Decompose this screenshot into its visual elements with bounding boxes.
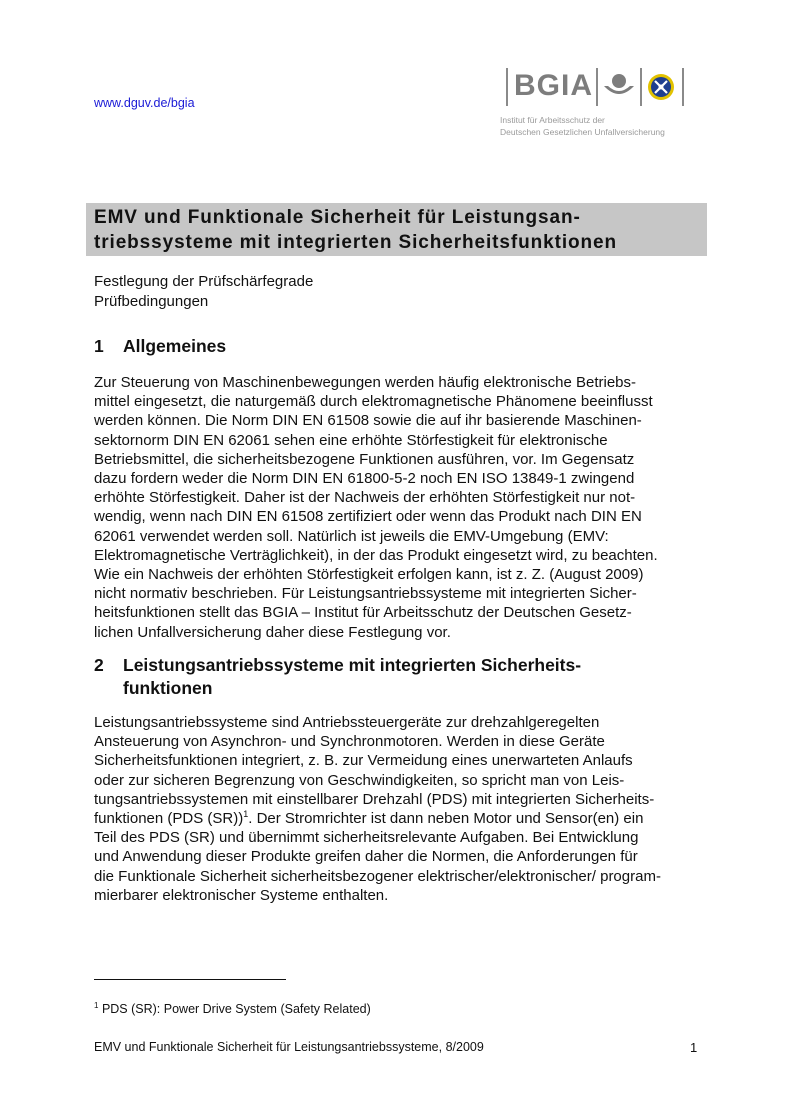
footnote-reference[interactable]: 1: [243, 809, 249, 820]
website-link[interactable]: www.dguv.de/bgia: [94, 96, 195, 110]
paragraph-line: Elektromagnetische Verträglichkeit), in der das Produkt eingesetzt wird, zu beachten.: [94, 546, 658, 564]
paragraph-line: die Funktionale Sicherheit sicherheitsbezogener elektrischer/elektronischer/ program-: [94, 867, 661, 885]
paragraph-line: lichen Unfallversicherung daher diese Festlegung vor.: [94, 623, 451, 641]
logo-subtitle: [500, 114, 665, 138]
footnote: [94, 1002, 371, 1016]
document-subtitle: [94, 272, 313, 311]
title-line: triebssysteme mit integrierten Sicherheitsfunktionen: [94, 232, 617, 253]
section-title: [123, 654, 581, 700]
title-line: EMV und Funktionale Sicherheit für Leistungsan-: [94, 207, 581, 228]
paragraph-line: Zur Steuerung von Maschinenbewegungen werden häufig elektronische Betriebs-: [94, 374, 636, 391]
paragraph-line: mittel eingesetzt, die naturgemäß durch elektromagnetische Phänomene beeinflusst: [94, 393, 653, 411]
subtitle-line: Prüfbedingungen: [94, 292, 209, 310]
section-title: Allgemeines: [123, 336, 227, 356]
paragraph-line: dazu fordern weder die Norm DIN EN 61800-5-2 noch EN ISO 13849-1 zwingend: [94, 470, 635, 488]
section-2-paragraph: [94, 713, 661, 905]
footnote-text: PDS (SR): Power Drive System (Safety Related): [101, 1002, 371, 1016]
logo-divider: [682, 68, 684, 106]
logo-subtitle-line: Institut für Arbeitsschutz der: [500, 115, 605, 125]
paragraph-line: sektornorm DIN EN 62061 sehen eine erhöhte Störfestigkeit für elektronische: [94, 431, 608, 449]
footnote-number: 1: [94, 1001, 99, 1010]
paragraph-line: oder zur sicheren Begrenzung von Geschwindigkeiten, so spricht man von Leis-: [94, 771, 625, 789]
paragraph-text: . Der Stromrichter ist dann neben Motor und Sensor(en) ein: [248, 810, 644, 828]
paragraph-line: heitsfunktionen stellt das BGIA – Institut für Arbeitsschutz der Deutschen Gesetz-: [94, 604, 632, 622]
paragraph-line: mierbarer elektronischer Systeme enthalten.: [94, 886, 389, 904]
footnote-separator: [94, 979, 286, 980]
section-number: 2: [94, 655, 104, 675]
bgia-logo: [500, 66, 700, 146]
paragraph-line: 62061 verwendet werden soll. Natürlich ist jeweils die EMV-Umgebung (EMV:: [94, 527, 609, 545]
paragraph-line: Wie ein Nachweis der erhöhten Störfestigkeit erfolgen kann, ist z. Z. (August 2009): [94, 566, 644, 584]
paragraph-text: funktionen (PDS (SR)): [94, 810, 244, 828]
paragraph-line: erhöhte Störfestigkeit. Daher ist der Nachweis der erhöhten Störfestigkeit nur not-: [94, 489, 636, 507]
subtitle-line: Festlegung der Prüfschärfegrade: [94, 273, 314, 290]
logo-subtitle-line: Deutschen Gesetzlichen Unfallversicherung: [500, 127, 665, 137]
page-footer: EMV und Funktionale Sicherheit für Leistungsantriebssysteme, 8/2009: [94, 1040, 484, 1054]
page-number: 1: [690, 1040, 698, 1055]
section-title-line: Leistungsantriebssysteme mit integrierten Sicherheits-: [123, 655, 582, 675]
paragraph-line: [94, 809, 661, 828]
dguv-emblem-icon: [602, 72, 636, 102]
paragraph-line: Teil des PDS (SR) und übernimmt sicherheitsrelevante Aufgaben. Bei Entwicklung: [94, 829, 639, 847]
paragraph-line: Ansteuerung von Asynchron- und Synchronmotoren. Werden in diese Geräte: [94, 733, 605, 751]
paragraph-line: und Anwendung dieser Produkte greifen daher die Normen, die Anforderungen für: [94, 848, 638, 866]
logo-divider: [640, 68, 642, 106]
paragraph-line: wendig, wenn nach DIN EN 61508 zertifiziert oder wenn das Produkt nach DIN EN: [94, 508, 642, 526]
section-number: 1: [94, 336, 104, 356]
paragraph-line: tungsantriebssystemen mit einstellbarer Drehzahl (PDS) mit integrierten Sicherheits-: [94, 790, 655, 808]
logo-divider: [596, 68, 598, 106]
section-1-paragraph: [94, 373, 658, 642]
paragraph-line: werden können. Die Norm DIN EN 61508 sowie die auf ihr basierende Maschinen-: [94, 412, 642, 430]
paragraph-line: Betriebsmittel, die sicherheitsbezogene Funktionen ausführen, vor. Im Gegensatz: [94, 450, 635, 468]
paragraph-line: Leistungsantriebssysteme sind Antriebssteuergeräte zur drehzahlgeregelten: [94, 714, 600, 731]
logo-text: BGIA: [514, 69, 593, 102]
paragraph-line: Sicherheitsfunktionen integriert, z. B. zur Vermeidung eines unerwarteten Anlaufs: [94, 752, 633, 770]
document-title: [94, 205, 617, 255]
logo-divider: [506, 68, 508, 106]
paragraph-line: nicht normativ beschrieben. Für Leistungsantriebssysteme mit integrierten Sicher-: [94, 585, 637, 603]
section-title-line: funktionen: [123, 678, 213, 698]
section-2-heading: [94, 654, 714, 702]
institute-emblem-icon: [645, 70, 677, 104]
